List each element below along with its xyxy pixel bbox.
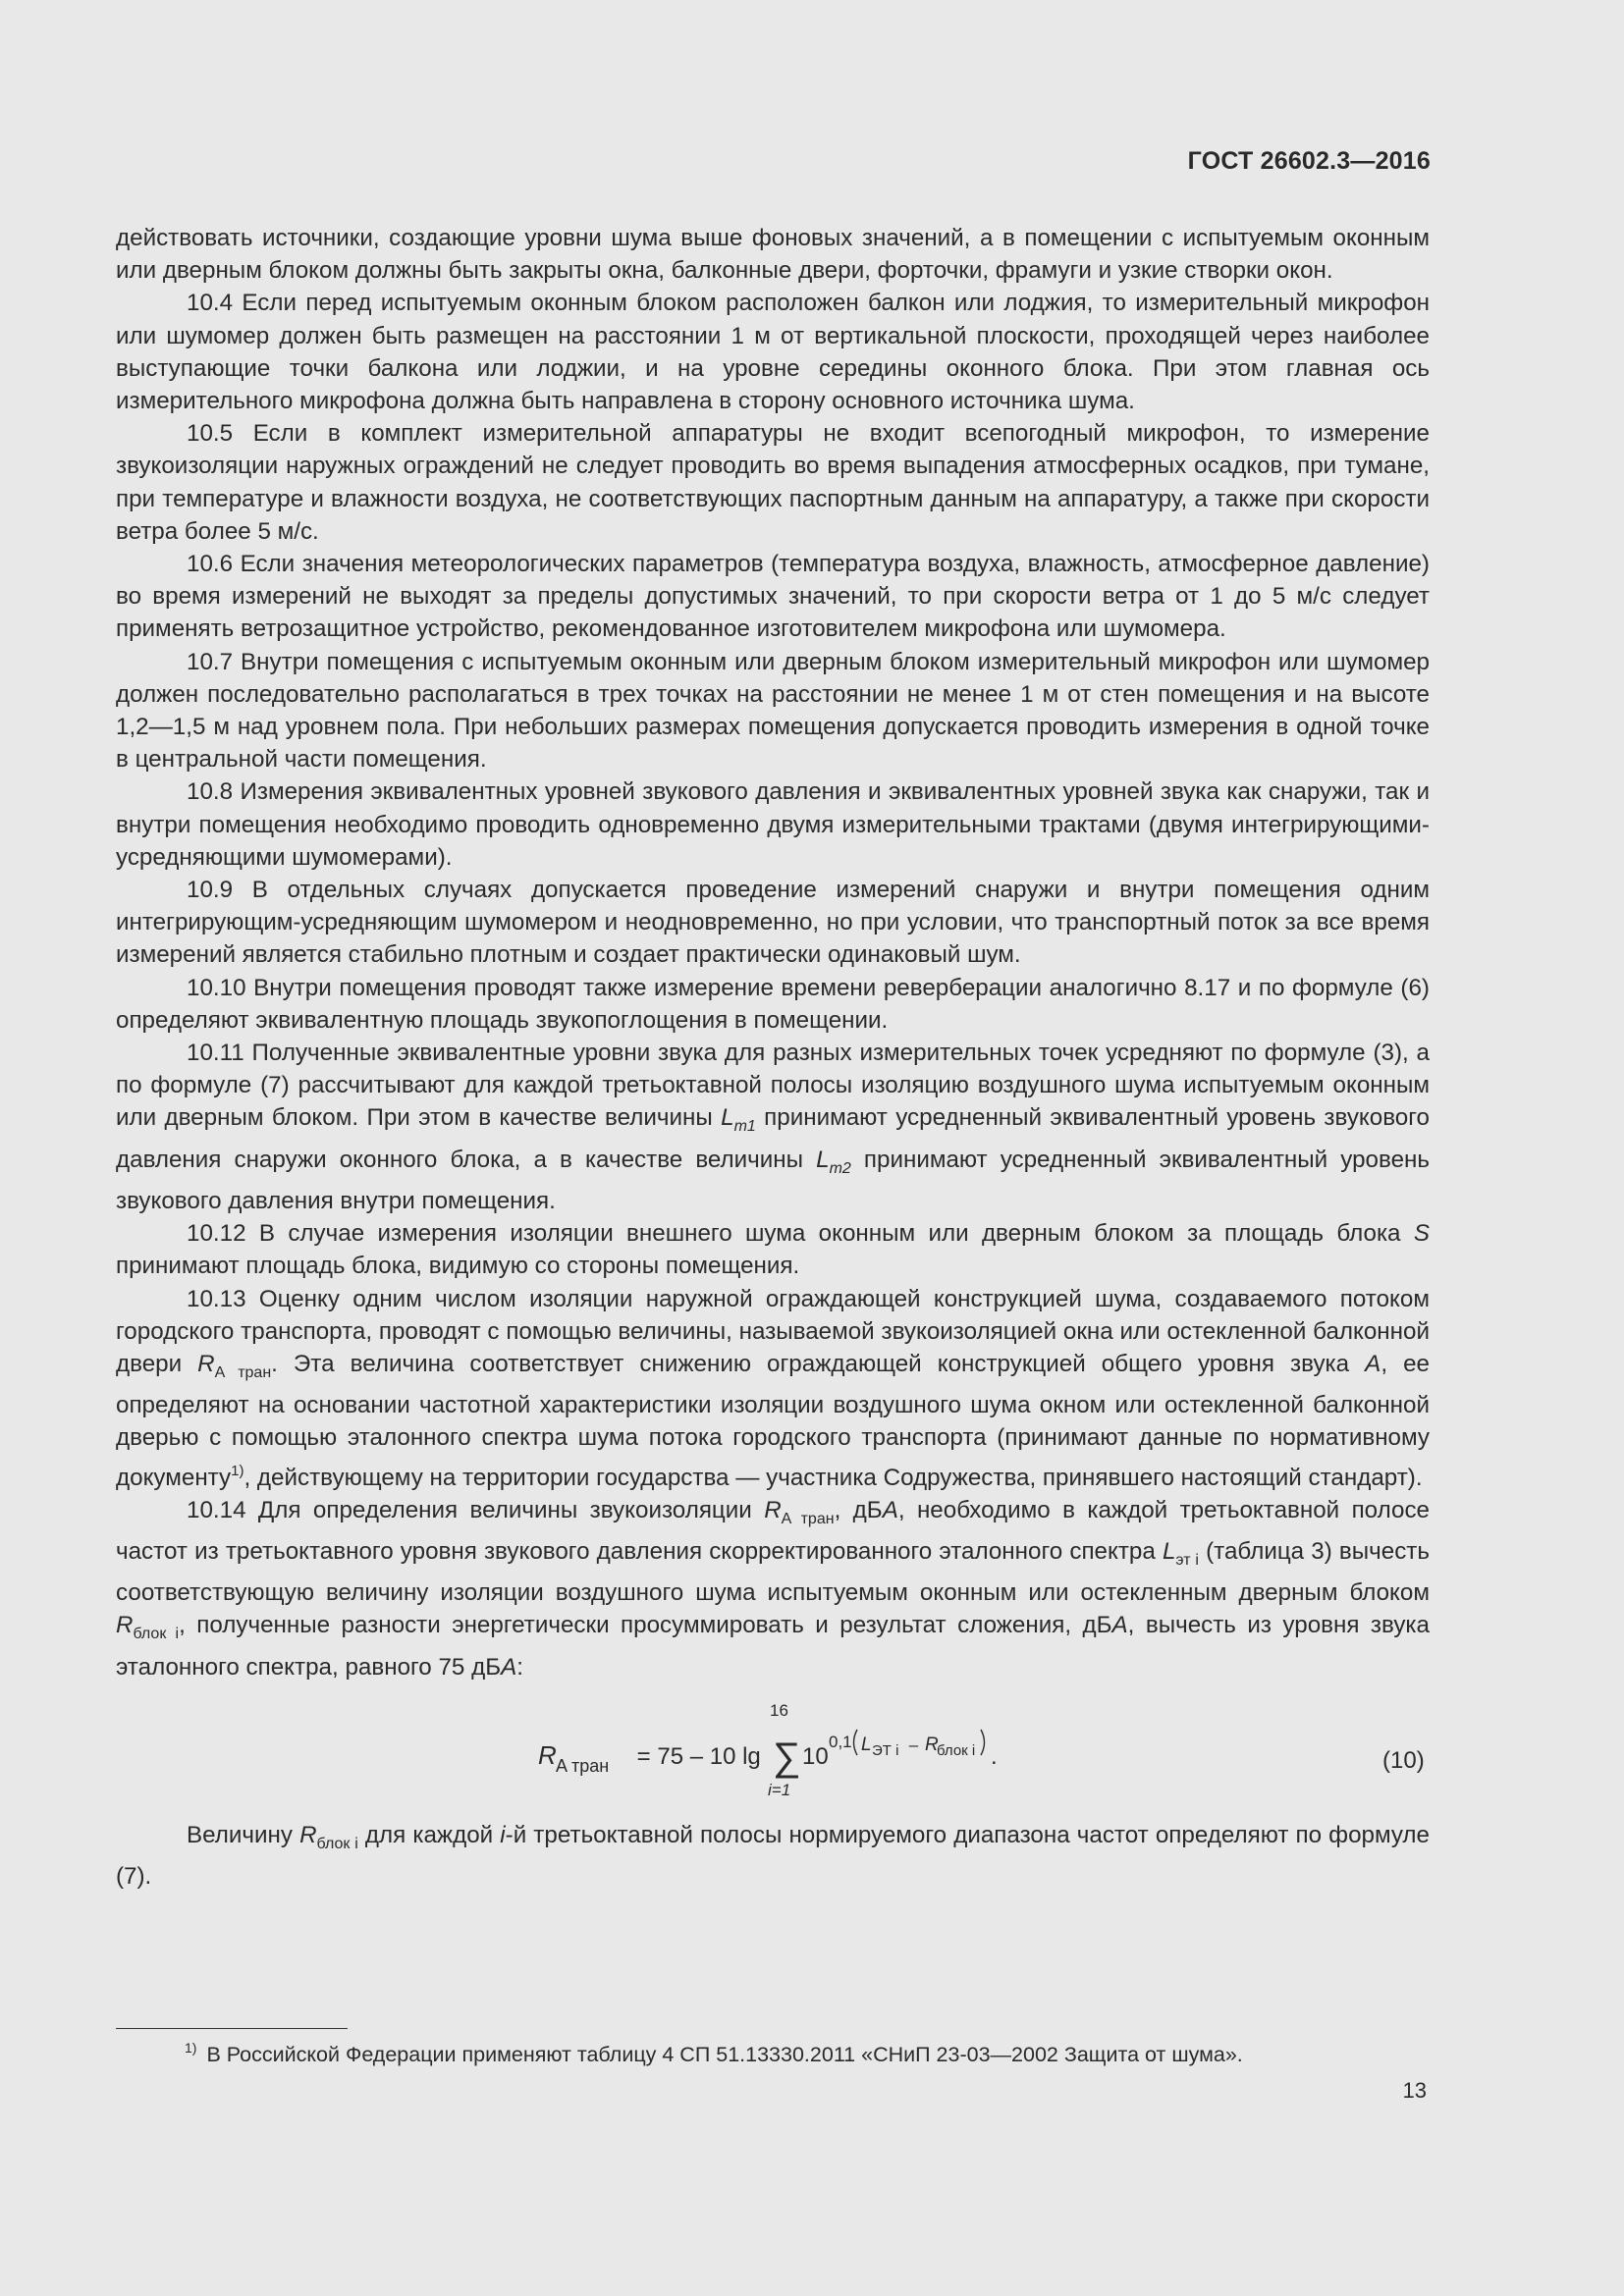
formula-lhs: R	[538, 1739, 557, 1770]
paren-right	[981, 1730, 985, 1755]
formula-exp-l: L	[861, 1734, 872, 1755]
formula-exp-r: R	[925, 1734, 939, 1755]
paragraph-10-11: 10.11 Полученные эквивалентные уровни звука для разных измерительных точек усредняют по формуле (3), а по формуле (7) рассчитывают для каждой третьоктавной полосы изоляцию воздушного шума испытуемым оконным или дверным блоком. При этом в качестве величины $L_{m1}$ принимают усредненный эквивалентный уровень звукового давления снаружи оконного блока, а в качестве величины $L_{m2}$ принимают усредненный эквивалентный уровень звукового давления внутри помещения.	[116, 1040, 1430, 1214]
paren-left	[854, 1730, 858, 1755]
paragraph-10-9: 10.9 В отдельных случаях допускается проведение измерений снаружи и внутри помещения одним интегрирующим-усредняющим шумомером и неодновременно, но при условии, что транспортный поток за все время измерений является стабильно плотным и создает практически одинаковый шум.	[116, 877, 1430, 969]
formula-number: (10)	[1382, 1746, 1425, 1774]
paragraph-10-12: 10.12 В случае измерения изоляции внешнего шума оконным или дверным блоком за площадь блока S принимают площадь блока, видимую со стороны помещения.	[116, 1220, 1430, 1280]
paragraph-10-4: 10.4 Если перед испытуемым оконным блоком расположен балкон или лоджия, то измерительный микрофон или шумомер должен быть размещен на расстоянии 1 м от вертикальной плоскости, проходящей через наиболее выступающие точки балкона или лоджии, и на уровне середины оконного блока. При этом главная ось измерительного микрофона должна быть направлена в сторону основного источника шума.	[116, 290, 1430, 415]
formula-period: .	[991, 1742, 998, 1770]
formula-equals: = 75 – 10 lg	[630, 1742, 761, 1770]
paragraph-10-5: 10.5 Если в комплект измерительной аппаратуры не входит всепогодный микрофон, то измерение звукоизоляции наружных ограждений не следует проводить во время выпадения атмосферных осадков, при тумане, при температуре и влажности воздуха, не соответствующих паспортным данным на аппаратуру, а также при скорости ветра более 5 м/с.	[116, 420, 1430, 545]
formula-exp-l-sub: ЭТ i	[872, 1741, 899, 1759]
paragraph-10-14: 10.14 Для определения величины звукоизоляции $R_{A тран}$, дБA, необходимо в каждой третьоктавной полосе частот из третьоктавного уровня звукового давления скорректированного эталонного спектра $L_{эт i}$ (таблица 3) вычесть соответствующую величину изоляции воздушного шума испытуемым оконным или остекленным дверным блоком $R_{блок i}$, полученные разности энергетически просуммировать и результат сложения, дБA, вычесть из уровня звука эталонного спектра, равного 75 дБA:	[116, 1496, 1430, 1681]
formula-base: 10	[802, 1742, 829, 1770]
footnote-reference: 1)	[231, 1462, 244, 1479]
document-header: ГОСТ 26602.3—2016	[1187, 147, 1431, 175]
formula-10	[116, 1699, 1430, 1809]
paragraph-continuation: действовать источники, создающие уровни шума выше фоновых значений, а в помещении с испытуемым оконным или дверным блоком должны быть закрыты окна, балконные двери, форточки, фрамуги и узкие створки окон.	[116, 225, 1430, 285]
formula-exponent-coef: 0,1	[829, 1732, 852, 1751]
sigma-symbol: ∑	[773, 1735, 801, 1779]
formula-lhs-sub: A тран	[556, 1755, 610, 1776]
formula-exp-minus: –	[904, 1735, 919, 1754]
paragraph-r-blok: Величину $R_{блок i}$ для каждой i-й третьоктавной полосы нормируемого диапазона частот определяют по формуле (7).	[116, 1821, 1430, 1890]
footnote-mark: 1)	[185, 2040, 197, 2056]
paragraph-10-7: 10.7 Внутри помещения с испытуемым оконным или дверным блоком измерительный микрофон или шумомер должен последовательно располагаться в трех точках на расстоянии не менее 1 м от стен помещения и на высоте 1,2—1,5 м над уровнем пола. При небольших размерах помещения допускается проводить измерения в одной точке в центральной части помещения.	[116, 648, 1430, 774]
paragraph-10-8: 10.8 Измерения эквивалентных уровней звукового давления и эквивалентных уровней звука как снаружи, так и внутри помещения необходимо проводить одновременно двумя измерительными трактами (двумя интегрирующими-усредняющими шумомерами).	[116, 778, 1430, 871]
paragraph-10-13: 10.13 Оценку одним числом изоляции наружной ограждающей конструкцией шума, создаваемого потоком городского транспорта, проводят с помощью величины, называемой звукоизоляцией окна или остекленной балконной двери $R_{A тран}$. Эта величина соответствует снижению ограждающей конструкцией общего уровня звука A, ее определяют на основании частотной характеристики изоляции воздушного шума окном или остекленной балконной дверью с помощью эталонного спектра шума потока городского транспорта (принимают данные по нормативному документу$^{1)}$, действующему на территории государства — участника Содружества, принявшего настоящий стандарт).	[116, 1285, 1430, 1491]
paragraph-10-6: 10.6 Если значения метеорологических параметров (температура воздуха, влажность, атмосферное давление) во время измерений не выходят за пределы допустимых значений, то при скорости ветра от 1 до 5 м/с следует применять ветрозащитное устройство, рекомендованное изготовителем микрофона или шумомера.	[116, 551, 1430, 643]
sum-lower-limit: i=1	[768, 1780, 791, 1799]
formula-svg	[116, 1699, 1430, 1809]
paragraph-10-10: 10.10 Внутри помещения проводят также измерение времени реверберации аналогично 8.17 и по формуле (6) определяют эквивалентную площадь звукопоглощения в помещении.	[116, 974, 1430, 1034]
footnote-text: В Российской Федерации применяют таблицу 4 СП 51.13330.2011 «СНиП 23-03—2002 Защита от шума».	[206, 2043, 1243, 2066]
footnote-separator	[116, 2028, 348, 2029]
formula-exp-r-sub: блок i	[937, 1741, 976, 1759]
document-body	[116, 222, 1430, 1893]
footnote	[185, 2034, 1243, 2068]
sum-upper-limit: 16	[770, 1700, 788, 1720]
page-number: 13	[1402, 2078, 1427, 2103]
